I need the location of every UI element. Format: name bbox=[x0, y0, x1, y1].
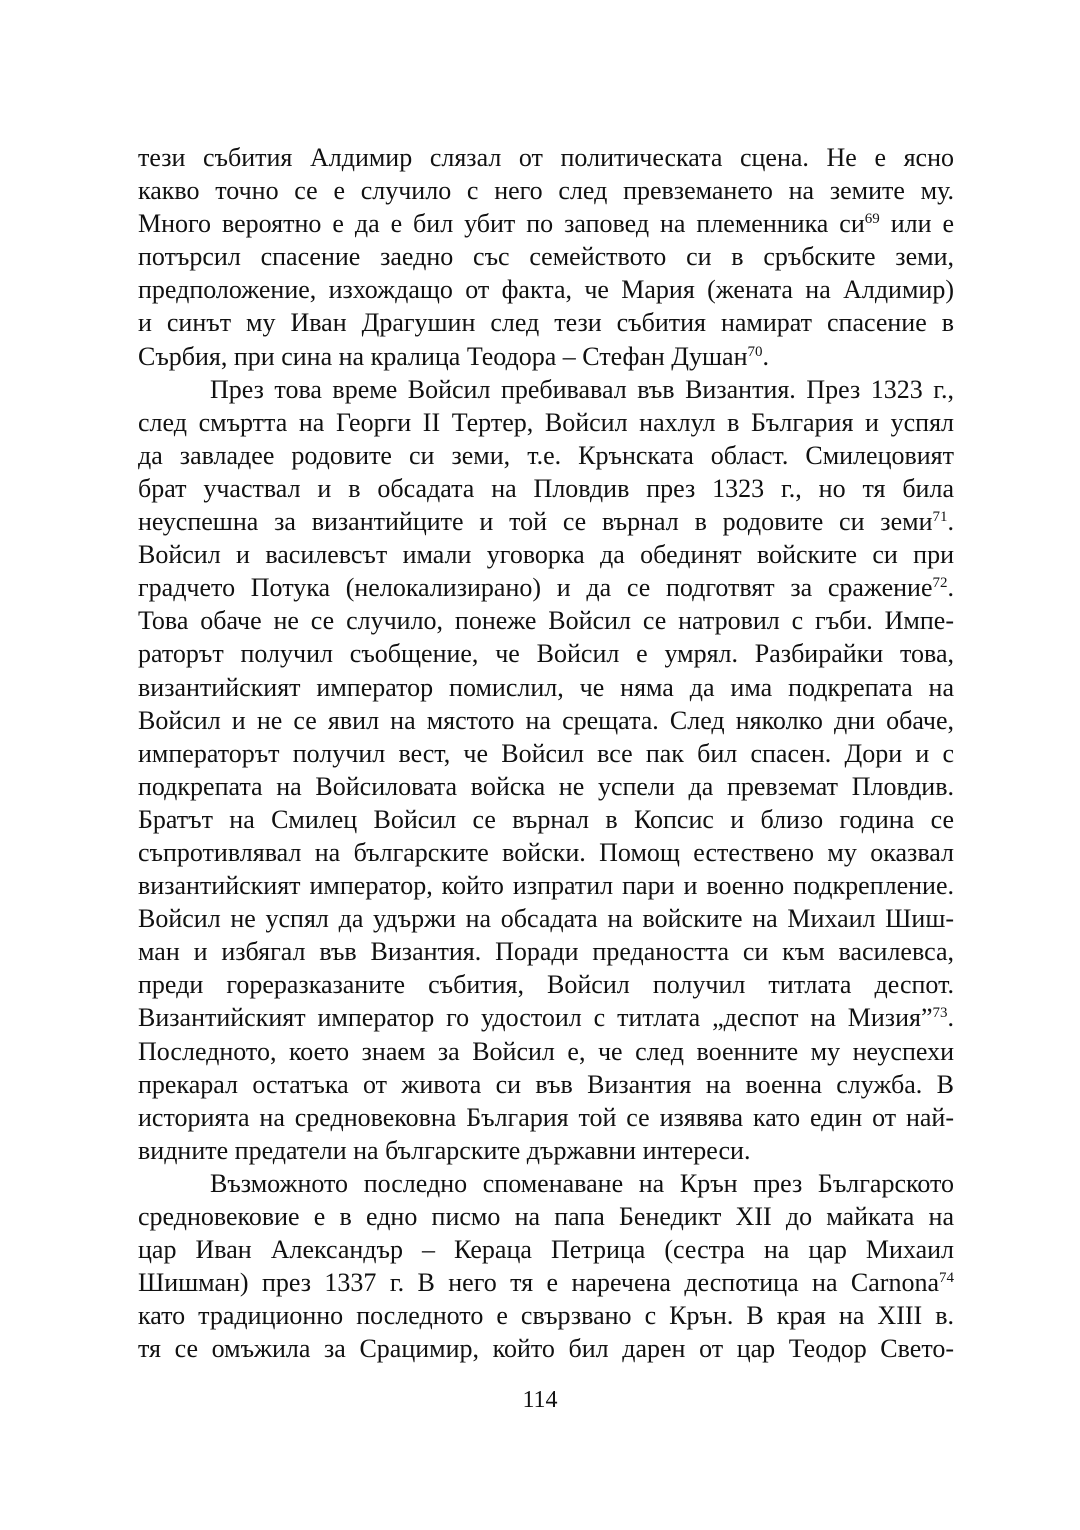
text-line: подкрепата на Войсиловата войска не успели да превземат Пловдив. bbox=[138, 771, 954, 801]
text-line: ман и избягал във Византия. Поради предаността си към василевса, bbox=[138, 937, 954, 967]
text-line: потърсил спасение заедно със семейството си в сръбските земи, bbox=[138, 242, 954, 272]
text-line: византийският император помислил, че няма да има подкрепата на bbox=[138, 672, 954, 702]
page-number: 114 bbox=[522, 1387, 558, 1413]
text-line: тези събития Алдимир слязал от политическата сцена. Не е ясно bbox=[138, 143, 954, 172]
footnote-ref-74[interactable]: 74 bbox=[939, 1270, 954, 1287]
text-line: прекарал остатъка от живота си във Византия на военна служба. В bbox=[138, 1069, 954, 1099]
text-line: брат участвал и в обсадата на Пловдив през 1323 г., но тя била bbox=[138, 473, 954, 503]
text-line: Войсил и не се явил на мястото на срещата. След няколко дни обаче, bbox=[138, 705, 954, 735]
text-line: императорът получил вест, че Войсил все пак бил спасен. Дори и с bbox=[138, 738, 954, 768]
text-line: и синът му Иван Драгушин след тези събития намират спасение в bbox=[138, 308, 954, 338]
text-line: преди гореразказаните събития, Войсил получил титлата деспот. bbox=[138, 970, 954, 1000]
footnote-ref-73[interactable]: 73 bbox=[932, 1005, 948, 1022]
text-line: Сърбия, при сина на кралица Теодора – Стефан Душан$^{70}$. bbox=[138, 341, 770, 371]
text-line: тя се омъжила за Срацимир, който бил дарен от цар Теодор Свето- bbox=[138, 1334, 954, 1364]
text-line: Византийският император го удостоил с титлата „деспот на Мизия”$^{73}$. bbox=[138, 1003, 954, 1033]
text-line: Много вероятно е да е бил убит по заповед на племенника $си^{69}$ или е bbox=[138, 209, 954, 239]
paragraph-first-line: През това време Войсил пребивавал във Византия. През 1323 г., bbox=[210, 374, 954, 404]
footnote-ref-72[interactable]: 72 bbox=[932, 575, 948, 592]
text-line: историята на средновековна България той се изявява като един от най- bbox=[138, 1102, 954, 1132]
footnote-ref-70[interactable]: 70 bbox=[747, 343, 763, 360]
footnote-ref-71[interactable]: 71 bbox=[932, 509, 948, 526]
text-line: Това обаче не се случило, понеже Войсил се натровил с гъби. Импе- bbox=[138, 606, 954, 636]
text-line: след смъртта на Георги II Тертер, Войсил нахлул в България и успял bbox=[138, 407, 954, 437]
paragraph-first-line: Възможното последно споменаване на Крън през Българското bbox=[210, 1168, 954, 1198]
text-line: средновековие е в едно писмо на папа Бенедикт XII до майката на bbox=[138, 1202, 954, 1231]
text-line: като традиционно последното е свързвано с Крън. В края на XIII в. bbox=[138, 1301, 954, 1331]
text-line: Шишман) през 1337 г. В него тя е наречена деспотица на Carnona$^{74}$ bbox=[138, 1268, 954, 1298]
text-line: да завладее родовите си земи, т.е. Крънската област. Смилецовият bbox=[138, 440, 954, 470]
text-line: цар Иван Александър – Кераца Петрица (сестра на цар Михаил bbox=[138, 1235, 954, 1265]
body-text bbox=[138, 141, 954, 1365]
text-line: Войсил и василевсът имали уговорка да обединят войските си при bbox=[138, 540, 954, 570]
text-line: видните предатели на българските държавни интереси. bbox=[138, 1135, 751, 1165]
footnote-ref-69[interactable]: 69 bbox=[864, 211, 880, 228]
text-line: предположение, изхождащо от факта, че Мария (жената на Алдимир) bbox=[138, 275, 954, 305]
text-line: какво точно се е случило с него след превземането на земите му. bbox=[138, 176, 954, 206]
text-line: съпротивлявал на българските войски. Помощ естествено му оказвал bbox=[138, 837, 954, 867]
text-line: Братът на Смилец Войсил се върнал в Копсис и близо година се bbox=[138, 804, 954, 834]
text-line: раторът получил съобщение, че Войсил е умрял. Разбирайки това, bbox=[138, 639, 954, 669]
text-line: неуспешна за византийците и той се върнал в родовите си земи$^{71}$. bbox=[138, 507, 954, 537]
text-line: Последното, което знаем за Войсил е, че след военните му неуспехи bbox=[138, 1036, 954, 1066]
text-line: Войсил не успял да удържи на обсадата на войските на Михаил Шиш- bbox=[138, 904, 954, 934]
text-line: византийският император, който изпратил пари и военно подкрепление. bbox=[138, 871, 954, 901]
text-line: градчето Потука (нелокализирано) и да се подготвят за сражение$^{72}$. bbox=[138, 573, 954, 603]
